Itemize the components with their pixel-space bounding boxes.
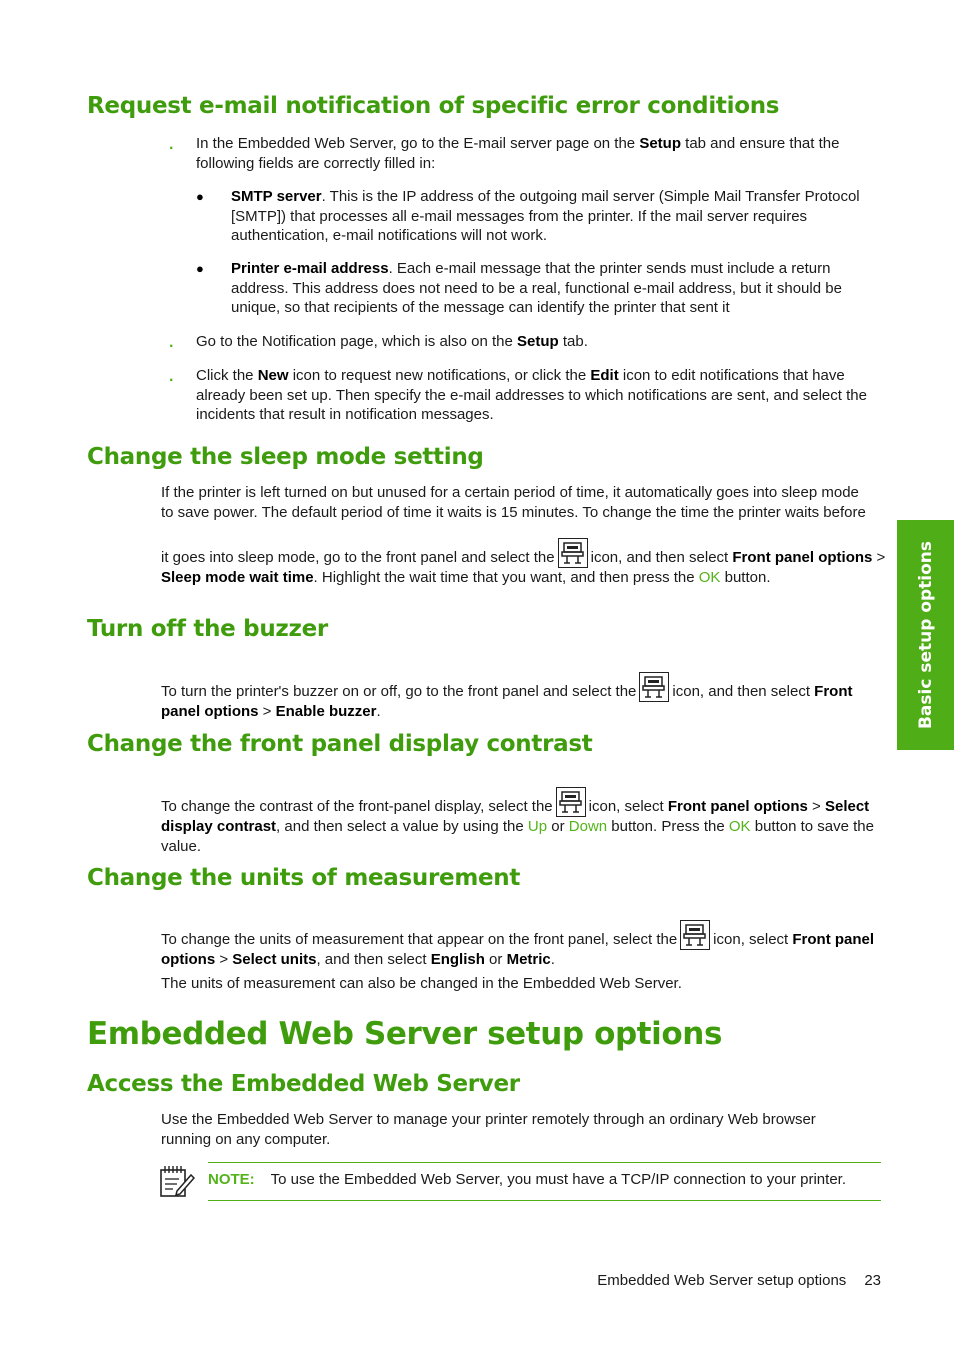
heading-buzzer: Turn off the buzzer [87, 616, 328, 642]
sleep-mode-instructions: it goes into sleep mode, go to the front panel and select the icon, and then select Front panel options > Sleep mode wait time. Highlight the wait time that you want, and then press the OK button. [161, 538, 886, 588]
printer-icon [558, 538, 588, 568]
note-bottom-rule [208, 1200, 881, 1201]
heading-access-ews: Access the Embedded Web Server [87, 1071, 520, 1097]
sleep-mode-paragraph: If the printer is left turned on but unused for a certain period of time, it automatically goes into sleep mode to save power. The default period of time it waits is 15 minutes. To change the time the printer waits before [161, 484, 866, 521]
step-marker: . [169, 136, 174, 153]
heading-email-notification: Request e-mail notification of specific error conditions [87, 93, 780, 119]
units-note-paragraph: The units of measurement can also be changed in the Embedded Web Server. [161, 975, 682, 992]
bullet-dot: ● [196, 189, 204, 204]
note-top-rule [208, 1162, 881, 1163]
step-1: In the Embedded Web Server, go to the E-mail server page on the Setup tab and ensure that the following fields are correctly filled in: [196, 135, 840, 172]
side-tab-label: Basic setup options [915, 540, 936, 730]
access-ews-paragraph: Use the Embedded Web Server to manage your printer remotely through an ordinary Web browser running on any computer. [161, 1111, 816, 1148]
note [208, 1170, 898, 1190]
step-marker: . [169, 368, 174, 385]
page-number: 23 [864, 1272, 881, 1289]
units-instructions: To change the units of measurement that appear on the front panel, select the icon, select Front panel options > Select units, and then select English or Metric. [161, 920, 886, 970]
contrast-instructions: To change the contrast of the front-panel display, select the icon, select Front panel options > Select display contrast, and then select a value by using the Up or Down button. Press the OK button to save the value. [161, 787, 886, 856]
note-text: To use the Embedded Web Server, you must have a TCP/IP connection to your printer. [270, 1171, 846, 1188]
side-tab [897, 520, 954, 750]
step-2: Go to the Notification page, which is also on the Setup tab. [196, 333, 588, 350]
note-label: NOTE: [208, 1171, 255, 1188]
heading-ews-setup-options: Embedded Web Server setup options [87, 1016, 723, 1052]
step-3: Click the New icon to request new notifications, or click the Edit icon to edit notifications that have already been set up. Then specify the e-mail addresses to which notifications are sent, and select the incidents that result in notification messages. [196, 367, 867, 423]
heading-sleep-mode: Change the sleep mode setting [87, 444, 484, 470]
printer-icon [556, 787, 586, 817]
printer-icon [639, 672, 669, 702]
step-marker: . [169, 334, 174, 351]
buzzer-instructions: To turn the printer's buzzer on or off, go to the front panel and select the icon, and then select Front panel options > Enable buzzer. [161, 672, 886, 722]
bullet-dot: ● [196, 261, 204, 276]
printer-icon [680, 920, 710, 950]
bullet-smtp-server: SMTP server. This is the IP address of the outgoing mail server (Simple Mail Transfer Protocol [SMTP]) that processes all e-mail messages from the printer. If the mail server requires authentication, e-mail notifications will not work. [231, 188, 860, 244]
note-pad-icon [159, 1164, 195, 1200]
bullet-printer-email: Printer e-mail address. Each e-mail message that the printer sends must include a return address. This address does not need to be a real, functional e-mail address, but it should be unique, so that recipients of the message can identify the printer that sent it [231, 260, 842, 316]
heading-display-contrast: Change the front panel display contrast [87, 731, 593, 757]
footer-title: Embedded Web Server setup options [597, 1272, 847, 1289]
heading-units-of-measurement: Change the units of measurement [87, 865, 521, 891]
page-footer [597, 1272, 881, 1289]
